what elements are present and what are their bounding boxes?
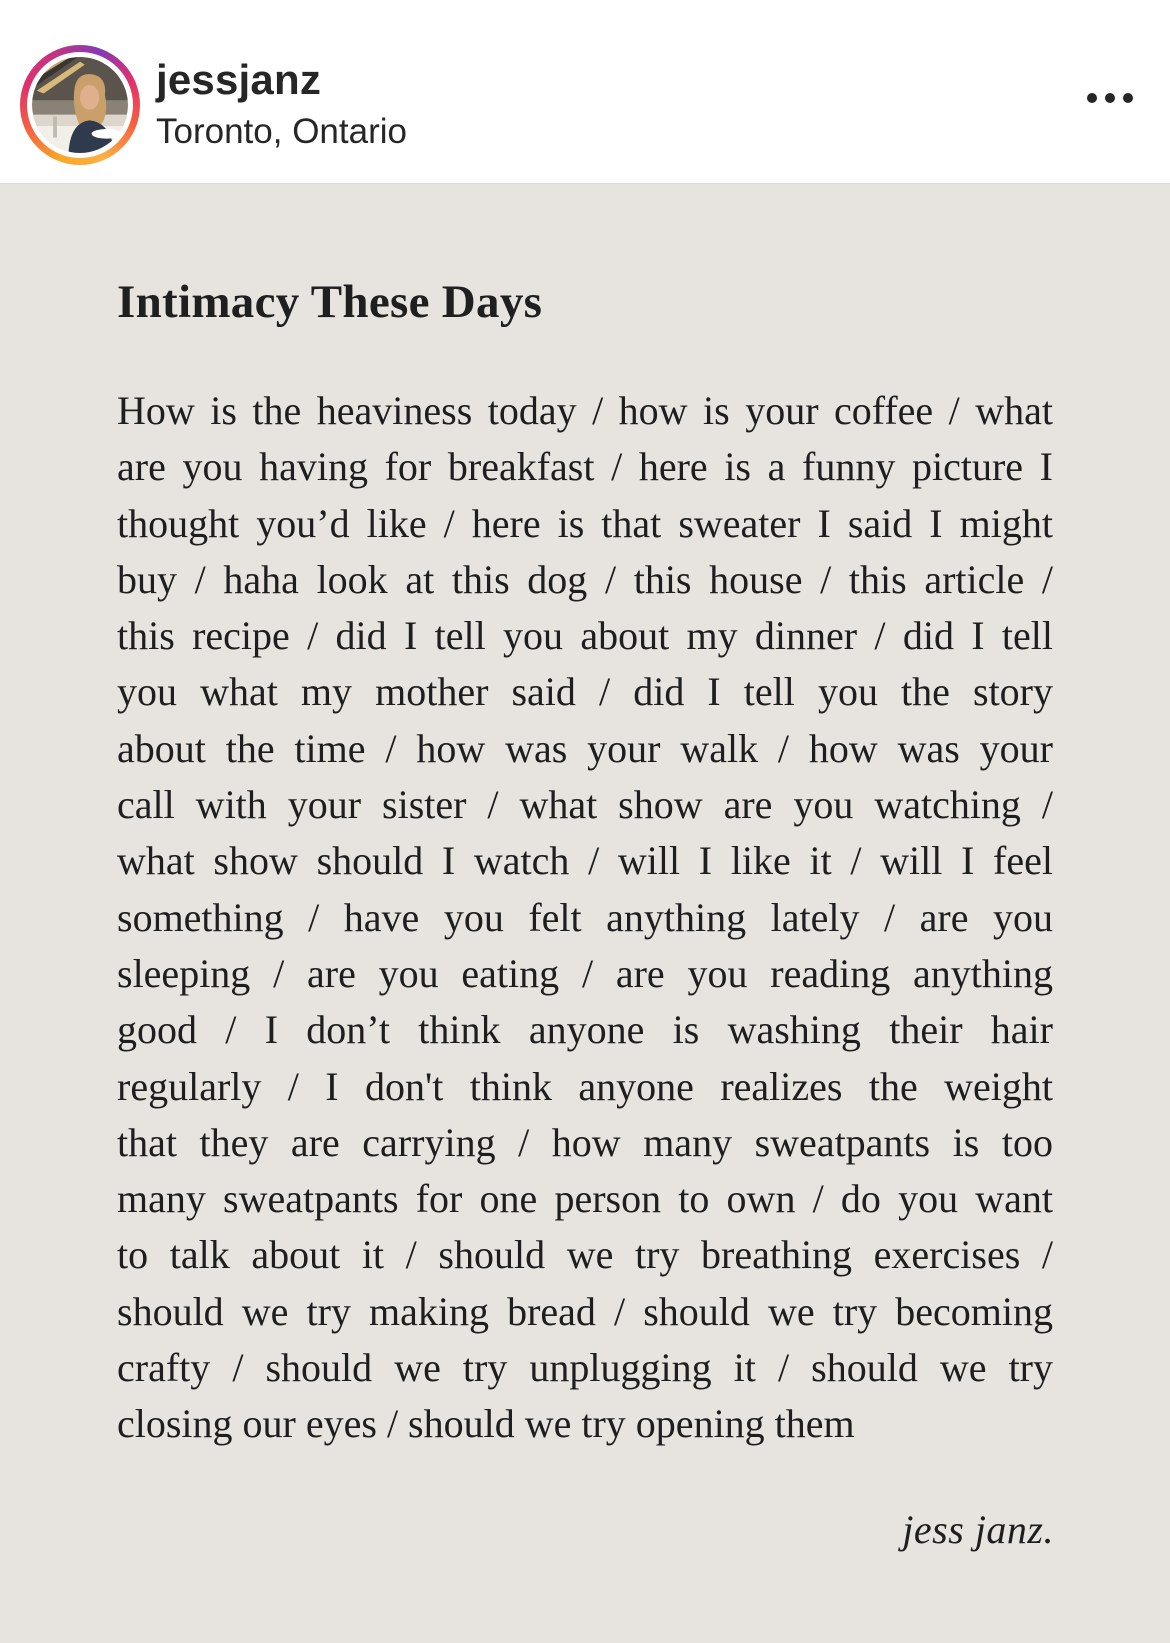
location-link[interactable]: Toronto, Ontario: [156, 112, 407, 151]
poem-line: crafty / should we try unplugging it / should we try: [117, 1345, 1053, 1391]
poem-line: this recipe / did I tell you about my dinner / did I tell: [117, 613, 1053, 659]
story-ring[interactable]: [20, 45, 140, 165]
poem-line: you what my mother said / did I tell you the story: [117, 669, 1053, 715]
poem-line: are you having for breakfast / here is a funny picture I: [117, 444, 1053, 490]
poem-line: closing our eyes / should we try opening them: [117, 1401, 855, 1447]
poem-line: thought you’d like / here is that sweater I said I might: [117, 500, 1053, 546]
more-horizontal-icon: [1070, 78, 1140, 128]
poem-line: about the time / how was your walk / how was your: [117, 725, 1053, 771]
author-signature: jess janz.: [902, 1507, 1054, 1552]
avatar[interactable]: [32, 57, 128, 153]
poem-line: call with your sister / what show are you watching /: [117, 782, 1053, 828]
poem-line: something / have you felt anything lately / are you: [117, 894, 1053, 940]
avatar-frame: [27, 52, 133, 158]
poem-line: to talk about it / should we try breathing exercises /: [117, 1232, 1053, 1278]
poem-body: [117, 383, 1053, 1453]
poem-line: buy / haha look at this dog / this house / this article /: [117, 556, 1053, 602]
poem-line: that they are carrying / how many sweatpants is too: [117, 1119, 1053, 1165]
poem-line: should we try making bread / should we try becoming: [117, 1288, 1053, 1334]
post-header: [0, 0, 1170, 184]
more-options-button[interactable]: [1070, 78, 1140, 128]
poem-title: Intimacy These Days: [117, 276, 543, 328]
poem-line: How is the heaviness today / how is your coffee / what: [117, 388, 1053, 433]
poem-line: many sweatpants for one person to own / do you want: [117, 1176, 1053, 1222]
poem-line: good / I don’t think anyone is washing their hair: [117, 1007, 1053, 1053]
poem-line: what show should I watch / will I like it / will I feel: [117, 838, 1053, 884]
poem-line: regularly / I don't think anyone realizes the weight: [117, 1063, 1053, 1109]
username-link[interactable]: jessjanz: [156, 56, 322, 103]
poem-line: sleeping / are you eating / are you reading anything: [117, 950, 1053, 996]
